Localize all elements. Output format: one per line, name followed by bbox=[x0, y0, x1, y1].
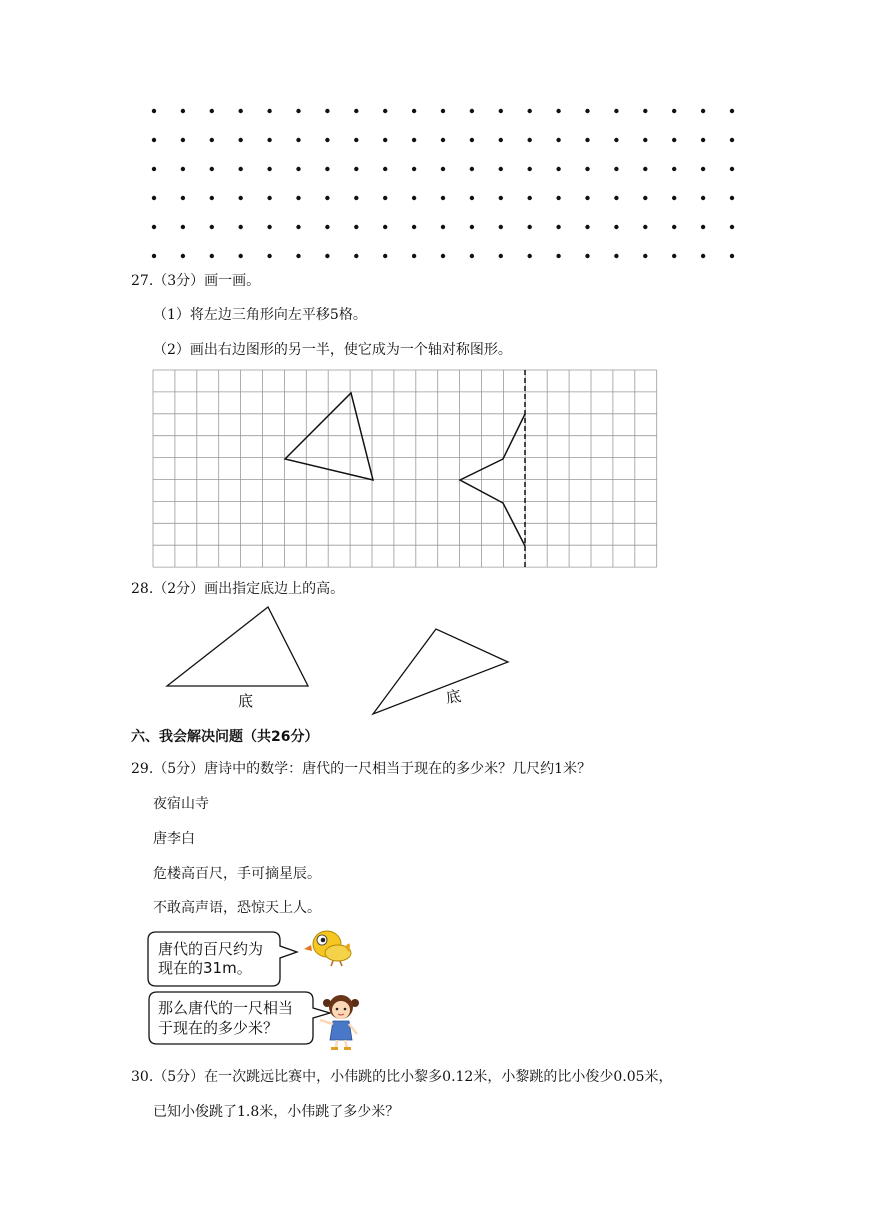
grid-dot bbox=[239, 225, 243, 229]
grid-dot bbox=[701, 254, 705, 258]
bubble-2-line-2: 于现在的多少米？ bbox=[158, 1019, 279, 1037]
grid-dot bbox=[499, 254, 503, 258]
grid-dot bbox=[528, 254, 532, 258]
grid-dot bbox=[296, 254, 300, 258]
girl-icon bbox=[320, 995, 359, 1050]
grid-dot bbox=[152, 254, 156, 258]
grid-dot bbox=[499, 225, 503, 229]
q27-part2: （2）画出右边图形的另一半，使它成为一个轴对称图形。 bbox=[153, 342, 512, 358]
poem-line-1: 危楼高百尺，手可摘星辰。 bbox=[153, 866, 321, 882]
grid-dot bbox=[152, 225, 156, 229]
grid-dot bbox=[585, 254, 589, 258]
half-figure bbox=[460, 414, 525, 546]
grid-dot bbox=[181, 225, 185, 229]
poem-line-2: 不敢高声语，恐惊天上人。 bbox=[153, 900, 321, 916]
grid-dot bbox=[470, 254, 474, 258]
grid-dot bbox=[412, 225, 416, 229]
bubble-1-line-2: 现在的31m。 bbox=[158, 959, 252, 977]
bubble-1-text bbox=[158, 940, 263, 978]
grid-dot bbox=[354, 254, 358, 258]
grid-dot bbox=[585, 225, 589, 229]
base-label-2: 底 bbox=[444, 687, 463, 707]
grid-dot bbox=[441, 254, 445, 258]
grid-dot bbox=[528, 225, 532, 229]
left-triangle bbox=[285, 393, 373, 480]
grid-dot bbox=[441, 225, 445, 229]
q27-title: 27.（3分）画一画。 bbox=[131, 273, 261, 289]
grid-dot bbox=[614, 254, 618, 258]
grid-dot bbox=[267, 225, 271, 229]
q29-title: 29.（5分）唐诗中的数学：唐代的一尺相当于现在的多少米？几尺约1米？ bbox=[131, 761, 592, 777]
bubble-2-text bbox=[158, 998, 293, 1038]
grid-dot bbox=[730, 254, 734, 258]
grid-dot bbox=[672, 254, 676, 258]
grid-dot bbox=[672, 225, 676, 229]
bird-icon bbox=[304, 931, 351, 966]
grid-dot bbox=[614, 225, 618, 229]
base-label-1: 底 bbox=[238, 692, 254, 710]
grid-dot bbox=[643, 254, 647, 258]
speech-bubbles bbox=[0, 0, 869, 200]
poem-title: 夜宿山寺 bbox=[153, 796, 209, 812]
q28-title: 28.（2分）画出指定底边上的高。 bbox=[131, 581, 345, 597]
grid-dot bbox=[210, 254, 214, 258]
grid-dot bbox=[701, 225, 705, 229]
poem-author: 唐李白 bbox=[153, 831, 195, 847]
grid-dot bbox=[239, 254, 243, 258]
grid-dot bbox=[470, 225, 474, 229]
section6-heading: 六、我会解决问题（共26分） bbox=[131, 729, 319, 745]
q27-part1: （1）将左边三角形向左平移5格。 bbox=[153, 307, 367, 323]
triangle-2 bbox=[373, 629, 508, 714]
grid-dot bbox=[383, 225, 387, 229]
grid-dot bbox=[267, 254, 271, 258]
grid-dot bbox=[730, 225, 734, 229]
q30-line-1: 30.（5分）在一次跳远比赛中，小伟跳的比小黎多0.12米，小黎跳的比小俊少0.05米， bbox=[131, 1069, 673, 1085]
grid-dot bbox=[210, 225, 214, 229]
grid-dot bbox=[556, 225, 560, 229]
grid-lines bbox=[153, 370, 657, 567]
bubble-1-line-1: 唐代的百尺约为 bbox=[158, 940, 264, 958]
grid-dot bbox=[354, 225, 358, 229]
q30-line-2: 已知小俊跳了1.8米，小伟跳了多少米？ bbox=[153, 1104, 400, 1120]
grid-dot bbox=[296, 225, 300, 229]
grid-dot bbox=[325, 254, 329, 258]
grid-dot bbox=[556, 254, 560, 258]
bubble-2-line-1: 那么唐代的一尺相当 bbox=[158, 999, 294, 1017]
triangle-1 bbox=[167, 607, 308, 686]
grid-dot bbox=[643, 225, 647, 229]
grid-dot bbox=[412, 254, 416, 258]
grid-dot bbox=[181, 254, 185, 258]
grid-dot bbox=[325, 225, 329, 229]
grid-dot bbox=[383, 254, 387, 258]
